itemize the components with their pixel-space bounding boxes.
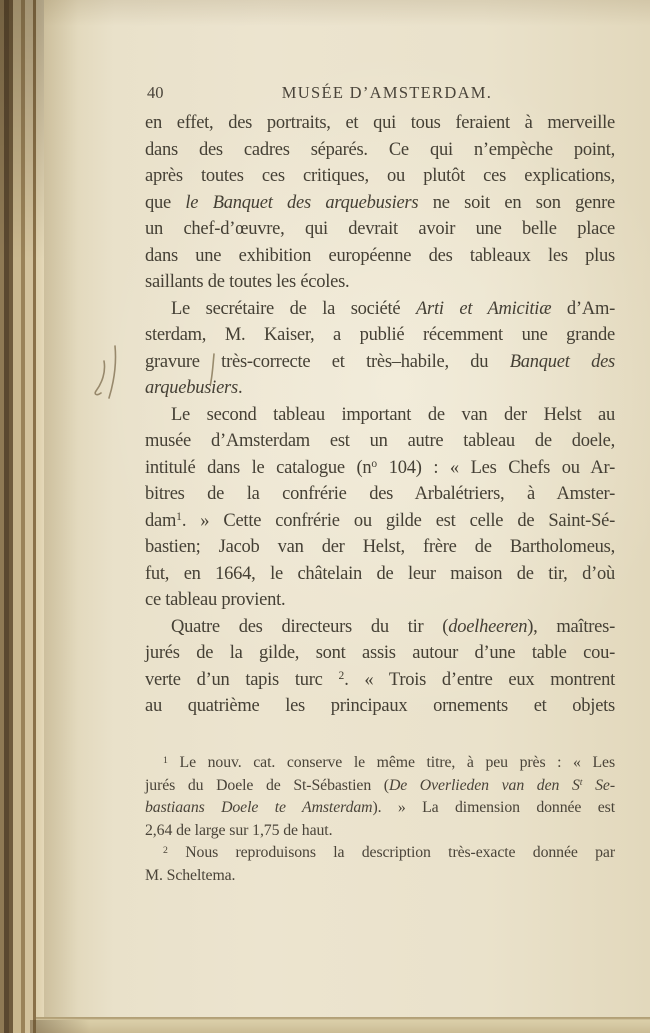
- text-segment: 2,64 de large sur 1,75 de haut.: [145, 821, 333, 839]
- text-segment: que: [145, 192, 186, 213]
- text-segment: gravure très-correcte et très–habile, du: [145, 351, 510, 372]
- text-segment: sterdam, M. Kaiser, a publié récemment une grande: [145, 325, 615, 345]
- text-segment: Le nouv. cat. conserve le même titre, à peu près : « Les: [167, 754, 615, 771]
- text-segment: verte d’un tapis turc: [145, 669, 339, 690]
- page-bottom-edge: [36, 1017, 650, 1033]
- superscript-text: o: [371, 458, 378, 471]
- text-segment: après toutes ces critiques, ou plutôt ces explications,: [145, 166, 615, 186]
- text-line: [145, 693, 615, 720]
- superscript-text: t: [579, 777, 583, 789]
- text-segment: intitulé dans le catalogue (n: [145, 457, 372, 478]
- text-line: [145, 561, 615, 588]
- text-line: [145, 640, 615, 667]
- running-title: MUSÉE D’AMSTERDAM.: [281, 83, 493, 102]
- superscript-text: 2: [338, 670, 345, 683]
- italic-text: arquebusiers: [145, 378, 238, 398]
- footnote-line: [145, 820, 615, 843]
- page-shading-left: [44, 0, 78, 1018]
- text-segment: Nous reproduisons la description très-exacte donnée par: [167, 844, 615, 862]
- italic-text: Banquet des: [509, 351, 615, 372]
- text-line: [145, 322, 615, 349]
- text-segment: d’Am-: [551, 298, 615, 319]
- footnote-line: [145, 865, 615, 888]
- superscript-text: 1: [176, 511, 182, 524]
- text-line: [145, 614, 615, 641]
- text-line: [145, 296, 615, 323]
- text-segment: ce tableau provient.: [145, 590, 286, 610]
- text-line: [145, 455, 615, 482]
- text-line: [145, 375, 615, 402]
- text-line: [145, 587, 615, 614]
- text-segment: au quatrième les principaux ornements et objets: [145, 696, 615, 716]
- italic-text: De Overlieden van den S: [388, 776, 580, 794]
- footnote-line: [145, 842, 615, 865]
- text-segment: . « Trois d’entre eux montrent: [344, 669, 615, 690]
- text-line: [145, 190, 615, 217]
- text-line: [145, 481, 615, 508]
- text-line: [145, 428, 615, 455]
- text-line: [145, 137, 615, 164]
- text-line: [145, 243, 615, 270]
- italic-text: le Banquet des arquebusiers: [185, 192, 419, 213]
- text-segment: bitres de la confrérie des Arbalétriers, à Amster-: [145, 484, 615, 504]
- text-segment: dans une exhibition européenne des tableaux les plus: [145, 245, 615, 266]
- text-segment: ne soit en son genre: [418, 192, 615, 213]
- text-segment: . » Cette confrérie ou gilde est celle de Saint-Sé-: [181, 510, 615, 531]
- italic-text: Se-: [582, 776, 616, 794]
- text-segment: Le second tableau important de van der Helst au: [171, 404, 615, 425]
- page-shading-top: [44, 0, 650, 26]
- text-segment: un chef-d’œuvre, qui devrait avoir une belle place: [145, 219, 615, 239]
- text-line: [145, 508, 615, 535]
- italic-text: bastiaans Doele te Amsterdam: [145, 799, 373, 817]
- italic-text: Arti et Amicitiæ: [415, 298, 552, 319]
- page-corner-shadow: [30, 1020, 90, 1033]
- text-segment: fut, en 1664, le châtelain de leur maison de tir, d’où: [145, 563, 615, 584]
- text-segment: dans des cadres séparés. Ce qui n’empèche point,: [145, 139, 615, 160]
- text-segment: jurés de la gilde, sont assis autour d’une table cou-: [145, 643, 615, 663]
- text-segment: .: [237, 378, 243, 398]
- body-text: [145, 110, 615, 720]
- footnote-line: [145, 752, 615, 775]
- footnote-line: [145, 797, 615, 820]
- text-segment: Quatre des directeurs du tir (: [171, 616, 449, 637]
- book-edge: [0, 0, 44, 1033]
- superscript-text: 2: [163, 844, 168, 856]
- text-line: [145, 667, 615, 694]
- text-line: [145, 163, 615, 190]
- superscript-text: 1: [163, 754, 168, 766]
- page-number: 40: [147, 83, 164, 102]
- text-line: [145, 349, 615, 376]
- text-segment: ), maîtres-: [527, 616, 616, 637]
- footnotes: [145, 752, 615, 888]
- text-segment: dam: [145, 510, 177, 531]
- text-segment: musée d’Amsterdam est un autre tableau de doele,: [145, 431, 615, 451]
- text-line: [145, 269, 615, 296]
- text-segment: jurés du Doele de St-Sébastien (: [145, 776, 389, 794]
- text-line: [145, 534, 615, 561]
- text-line: [145, 110, 615, 137]
- text-segment: ). » La dimension donnée est: [372, 799, 615, 817]
- text-segment: en effet, des portraits, et qui tous feraient à merveille: [145, 113, 615, 133]
- text-segment: M. Scheltema.: [145, 866, 236, 884]
- footnote-line: [145, 775, 615, 798]
- text-segment: 104) : « Les Chefs ou Ar-: [377, 457, 615, 478]
- running-header: [145, 83, 615, 105]
- text-line: [145, 402, 615, 429]
- text-segment: saillants de toutes les écoles.: [145, 272, 350, 292]
- text-segment: Le secrétaire de la société: [171, 298, 416, 319]
- italic-text: doelheeren: [448, 616, 528, 637]
- text-segment: bastien; Jacob van der Helst, frère de Bartholomeus,: [145, 537, 615, 557]
- text-line: [145, 216, 615, 243]
